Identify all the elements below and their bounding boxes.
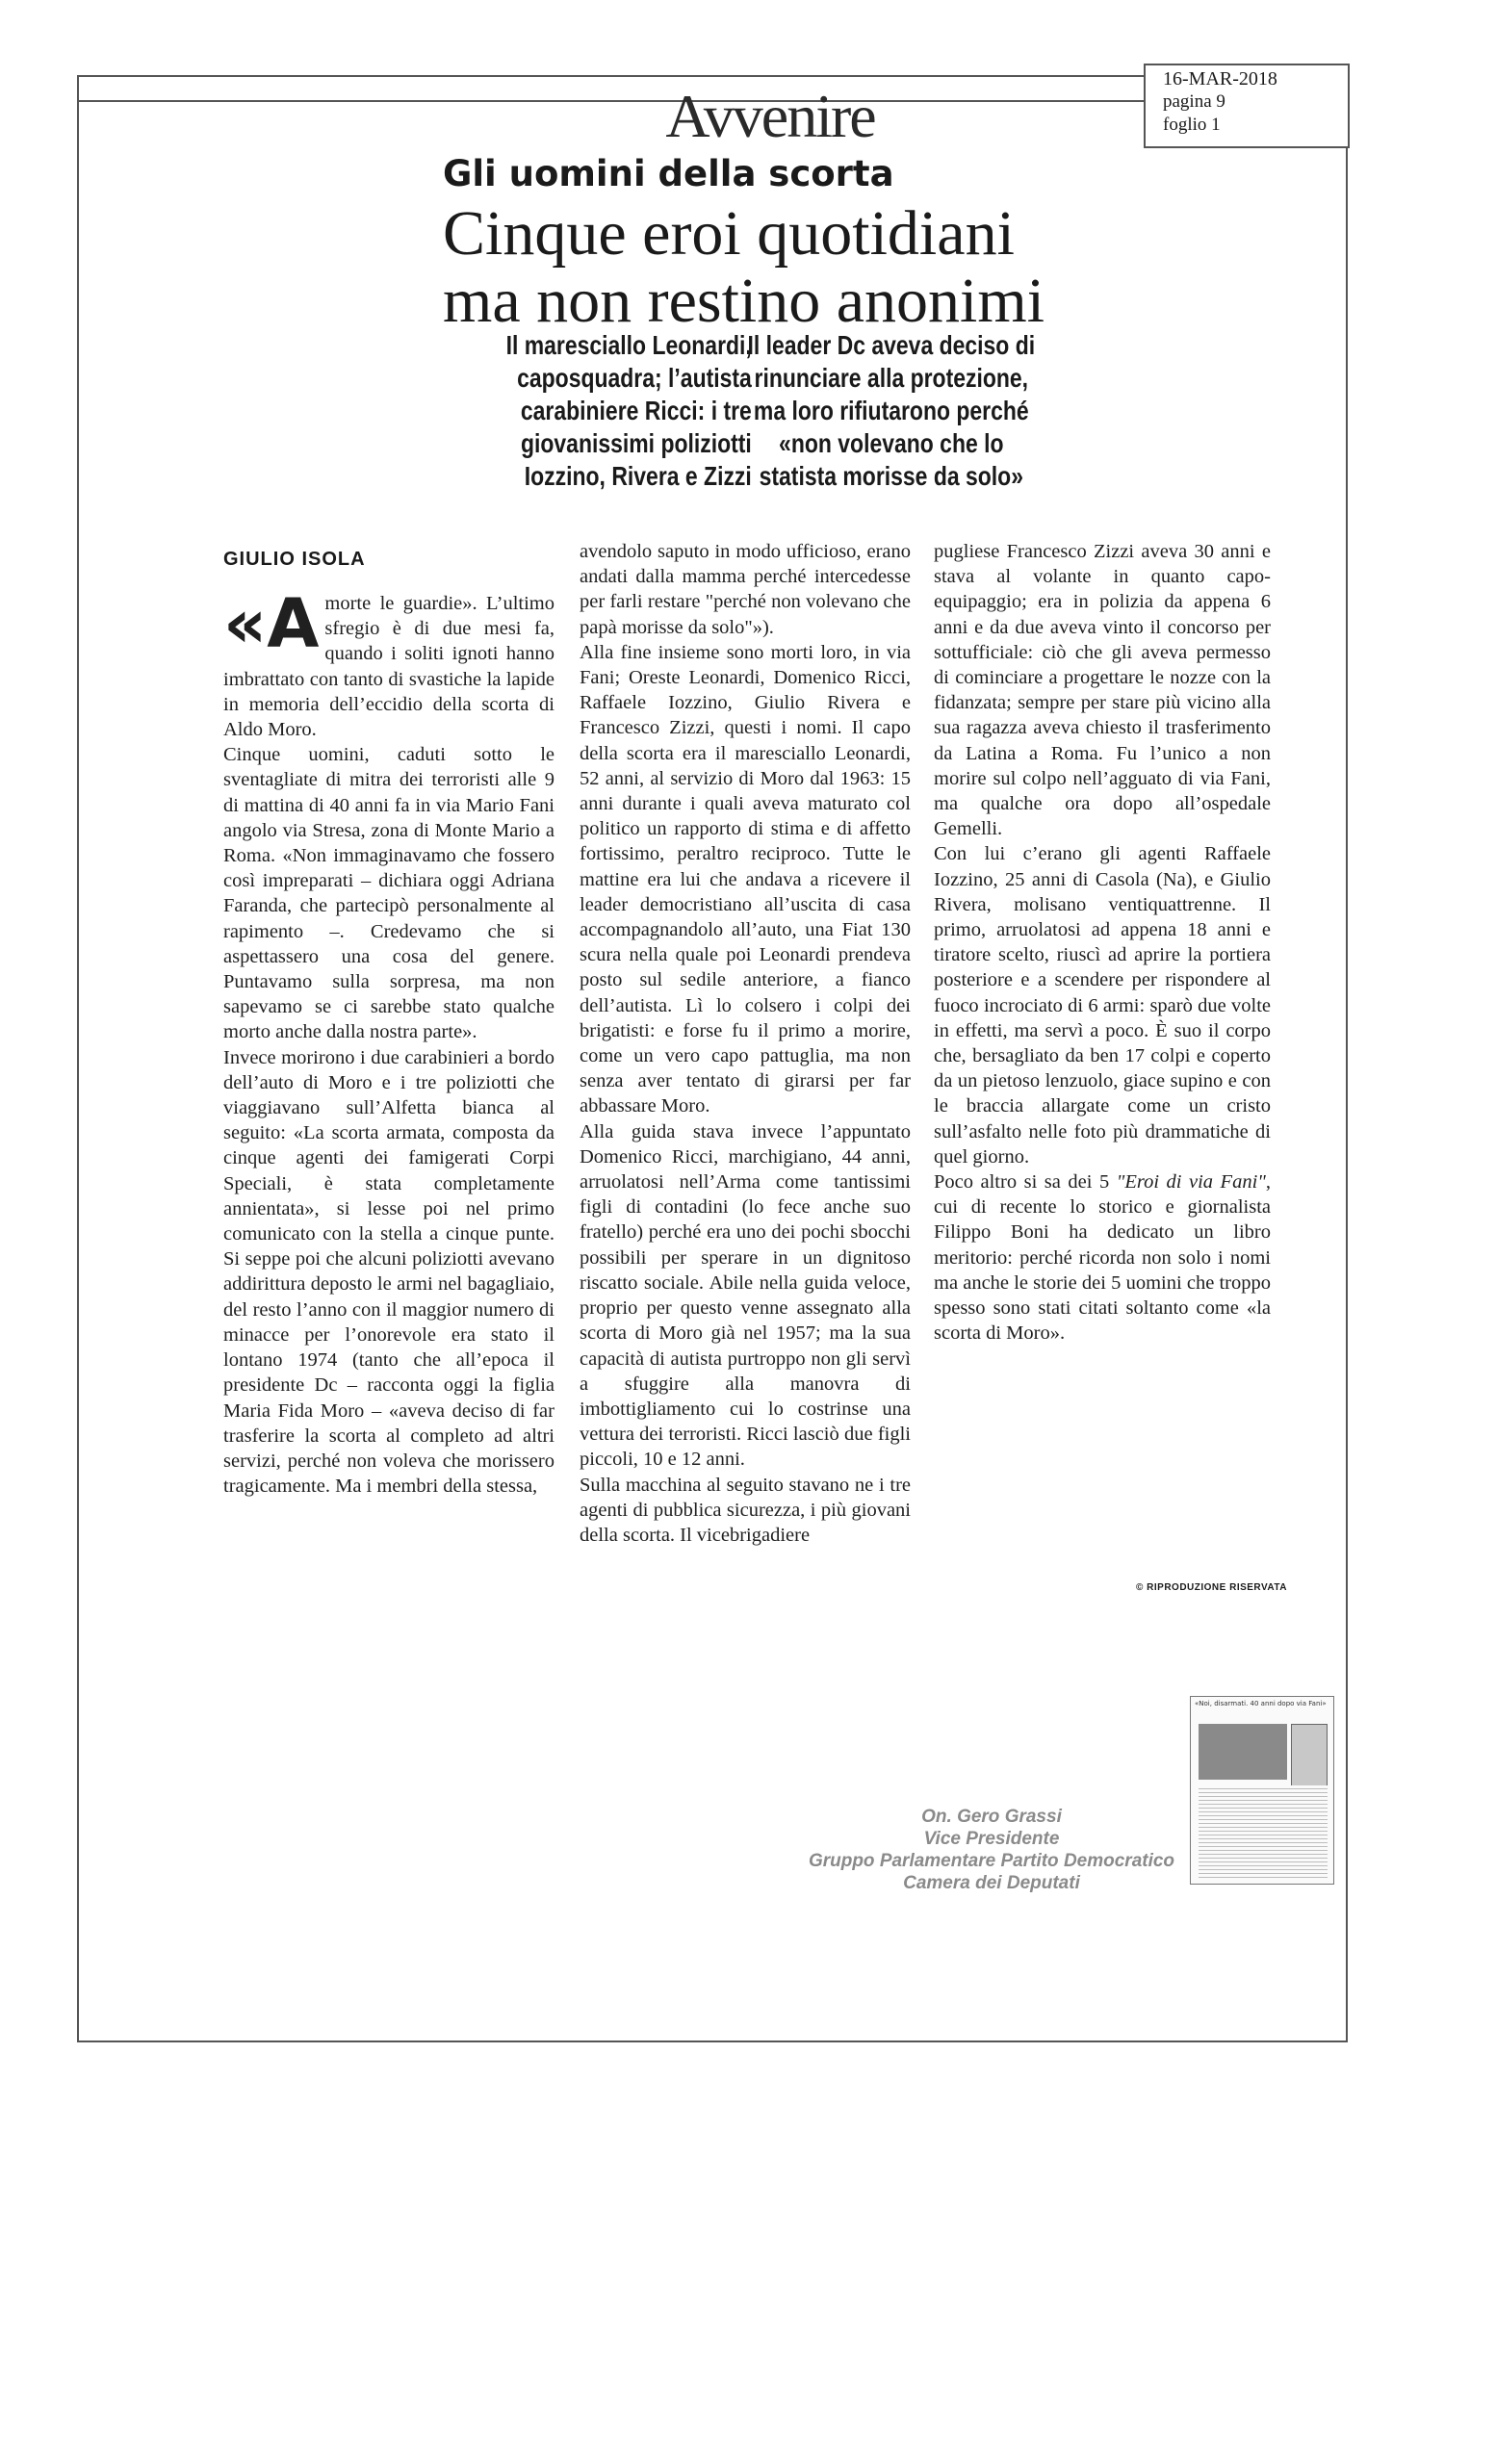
article-kicker: Gli uomini della scorta	[443, 153, 894, 194]
column-1-paragraph-1-text: morte le guardie». L’ultimo sfregio è di due mesi fa, quando i soliti ignoti hanno imbrattato con tanto di svastiche la lapide in memoria dell’eccidio della scorta di Aldo Moro.	[223, 593, 555, 741]
thumbnail-photo	[1199, 1724, 1287, 1780]
column-2-paragraph-3: Alla guida stava invece l’appuntato Domenico Ricci, marchigiano, 44 anni, arruolatosi nell’Arma come tantissimi figli di contadini (lo fece anche suo fratello) perché era uno dei pochi sbocchi possibili per sperare in un dignitoso riscatto sociale. Abile nella guida veloce, proprio per questo venne assegnato alla scorta di Moro già nel 1957; ma la sua capacità di autista purtroppo non gli servì a sfuggire alla manovra di imbottigliamento cui lo costrinse una vettura dei terroristi. Ricci lasciò due figli piccoli, 10 e 12 anni.	[580, 1120, 911, 1471]
copyright-notice: © RIPRODUZIONE RISERVATA	[1136, 1582, 1287, 1593]
drop-cap: «A	[223, 584, 320, 663]
stamp-name: On. Gero Grassi	[921, 1807, 1062, 1827]
stamp-group: Gruppo Parlamentare Partito Democratico	[808, 1851, 1175, 1871]
column-2-paragraph-2: Alla fine insieme sono morti loro, in via Fani; Oreste Leonardi, Domenico Ricci, Raffaele Iozzino, Giulio Rivera e Francesco Zizzi, questi i nomi. Il capo della scorta era il maresciallo Leonardi, 52 anni, al servizio di Moro dal 1963: 15 anni durante i quali aveva maturato col politico un rapporto di stima e di affetto fortissimo, peraltro reciproco. Tutte le mattine era lui che andava a ricevere il leader democristiano all’uscita di casa accompagnandolo all’auto, una Fiat 130 scura nella quale poi Leonardi prendeva posto sul sedile anteriore, a fianco dell’autista. Lì lo colsero i colpi dei brigatisti: e forse fu il primo a morire, come un vero capo pattuglia, ma non senza aver tentato di girarsi per far abbassare Moro.	[580, 641, 911, 1117]
subtitle-right: Il leader Dc aveva deciso di rinunciare alla protezione, ma loro rifiutarono perché «non volevano che lo statista morisse da solo»	[747, 330, 1036, 491]
thumbnail-text-lines	[1199, 1785, 1328, 1878]
newspaper-masthead: Avvenire	[665, 82, 875, 150]
clipping-page: pagina 9	[1163, 91, 1225, 112]
thumbnail-caption: «Noi, disarmati. 40 anni dopo via Fani»	[1195, 1700, 1327, 1707]
clipping-info-box	[1144, 64, 1350, 148]
column-1-paragraph-2: Cinque uomini, caduti sotto le sventagliate di mitra dei terroristi alle 9 di mattina di 40 anni fa in via Mario Fani angolo via Stresa, zona di Monte Mario a Roma. «Non immaginavamo che fossero così impreparati – dichiara oggi Adriana Faranda, che partecipò personalmente al rapimento –. Credevamo che si aspettassero una cosa del genere. Puntavamo sulla sorpresa, ma non sapevamo se ci sarebbe stato qualche morto anche dalla nostra parte».	[223, 744, 555, 1043]
stamp-chamber: Camera dei Deputati	[903, 1873, 1080, 1893]
column-3-paragraph-1: pugliese Francesco Zizzi aveva 30 anni e stava al volante in quanto capo-equipaggio; era in polizia da appena 6 anni e da due aveva vinto il concorso per sottufficiale: ciò che gli aveva permesso di cominciare a progettare le nozze con la fidanzata; sempre per stare più vicino alla sua ragazza aveva chiesto il trasferimento da Latina a Roma. Fu l’unico a non morire sul colpo nell’agguato di via Fani, ma qualche ora dopo all’ospedale Gemelli.	[934, 541, 1271, 840]
column-3-paragraph-2: Con lui c’erano gli agenti Raffaele Iozzino, 25 anni di Casola (Na), e Giulio Rivera, molisano ventiquattrenne. Il primo, arruolatosi ad appena 18 anni e tiratore scelto, riuscì ad aprire la portiera posteriore e a scendere per rispondere al fuoco incrociato di 6 armi: sparò due volte in effetti, ma servì a poco. È suo il corpo che, bersagliato da ben 17 colpi e coperto da un pietoso lenzuolo, giace supino e con le braccia allargate come un cristo sull’asfalto nelle foto più drammatiche di quel giorno.	[934, 843, 1271, 1168]
subtitle-left: Il maresciallo Leonardi, caposquadra; l’autista carabiniere Ricci: i tre giovanissimi poliziotti Iozzino, Rivera e Zizzi	[505, 330, 752, 491]
article-headline	[443, 200, 1117, 335]
headline-line-2: ma non restino anonimi	[443, 266, 1045, 336]
article-column-3	[934, 539, 1271, 1347]
column-3-p3-end: , cui di recente lo storico e giornalista Filippo Boni ha dedicato un libro meritorio: perché ricorda non solo i nomi ma anche le storie dei 5 uomini che troppo spesso sono stati citati soltanto come «la scorta di Moro».	[934, 1171, 1271, 1345]
header-rule	[77, 100, 1146, 102]
column-2-paragraph-4: Sulla macchina al seguito stavano ne i tre agenti di pubblica sicurezza, i più giovani della scorta. Il vicebrigadiere	[580, 1474, 911, 1546]
article-column-2	[580, 539, 911, 1548]
official-stamp	[770, 1806, 1213, 1894]
author-byline: GIULIO ISOLA	[223, 549, 366, 570]
stamp-role: Vice Presidente	[923, 1829, 1060, 1849]
headline-line-1: Cinque eroi quotidiani	[443, 198, 1015, 269]
clipping-sheet: foglio 1	[1163, 115, 1221, 135]
column-3-paragraph-3	[934, 1169, 1271, 1346]
column-3-p3-start: Poco altro si sa dei 5	[934, 1171, 1117, 1194]
column-1-paragraph-1	[223, 584, 555, 742]
article-column-1	[223, 584, 555, 1499]
clipping-date: 16-MAR-2018	[1163, 68, 1277, 90]
column-1-paragraph-3: Invece morirono i due carabinieri a bordo dell’auto di Moro e i tre poliziotti che viaggiavano sull’Alfetta bianca al seguito: «La scorta armata, composta da cinque agenti dei famigerati Corpi Speciali, è stata completamente annientata», si lesse poi nel primo comunicato con la stella a cinque punte. Si seppe poi che alcuni poliziotti avevano addirittura deposto le armi nel bagagliaio, del resto l’anno con il maggior numero di minacce per l’onorevole era stato il lontano 1974 (tanto che all’epoca il presidente Dc – racconta oggi la figlia Maria Fida Moro – «aveva deciso di far trasferire la scorta al completo ad altri servizi, perché non voleva che morissero tragicamente. Ma i membri della stessa,	[223, 1046, 555, 1498]
column-2-paragraph-1: avendolo saputo in modo ufficioso, erano andati dalla mamma perché intercedesse per farli restare "perché non volevano che papà morisse da solo"»).	[580, 541, 911, 638]
book-title: "Eroi di via Fani"	[1116, 1171, 1266, 1194]
